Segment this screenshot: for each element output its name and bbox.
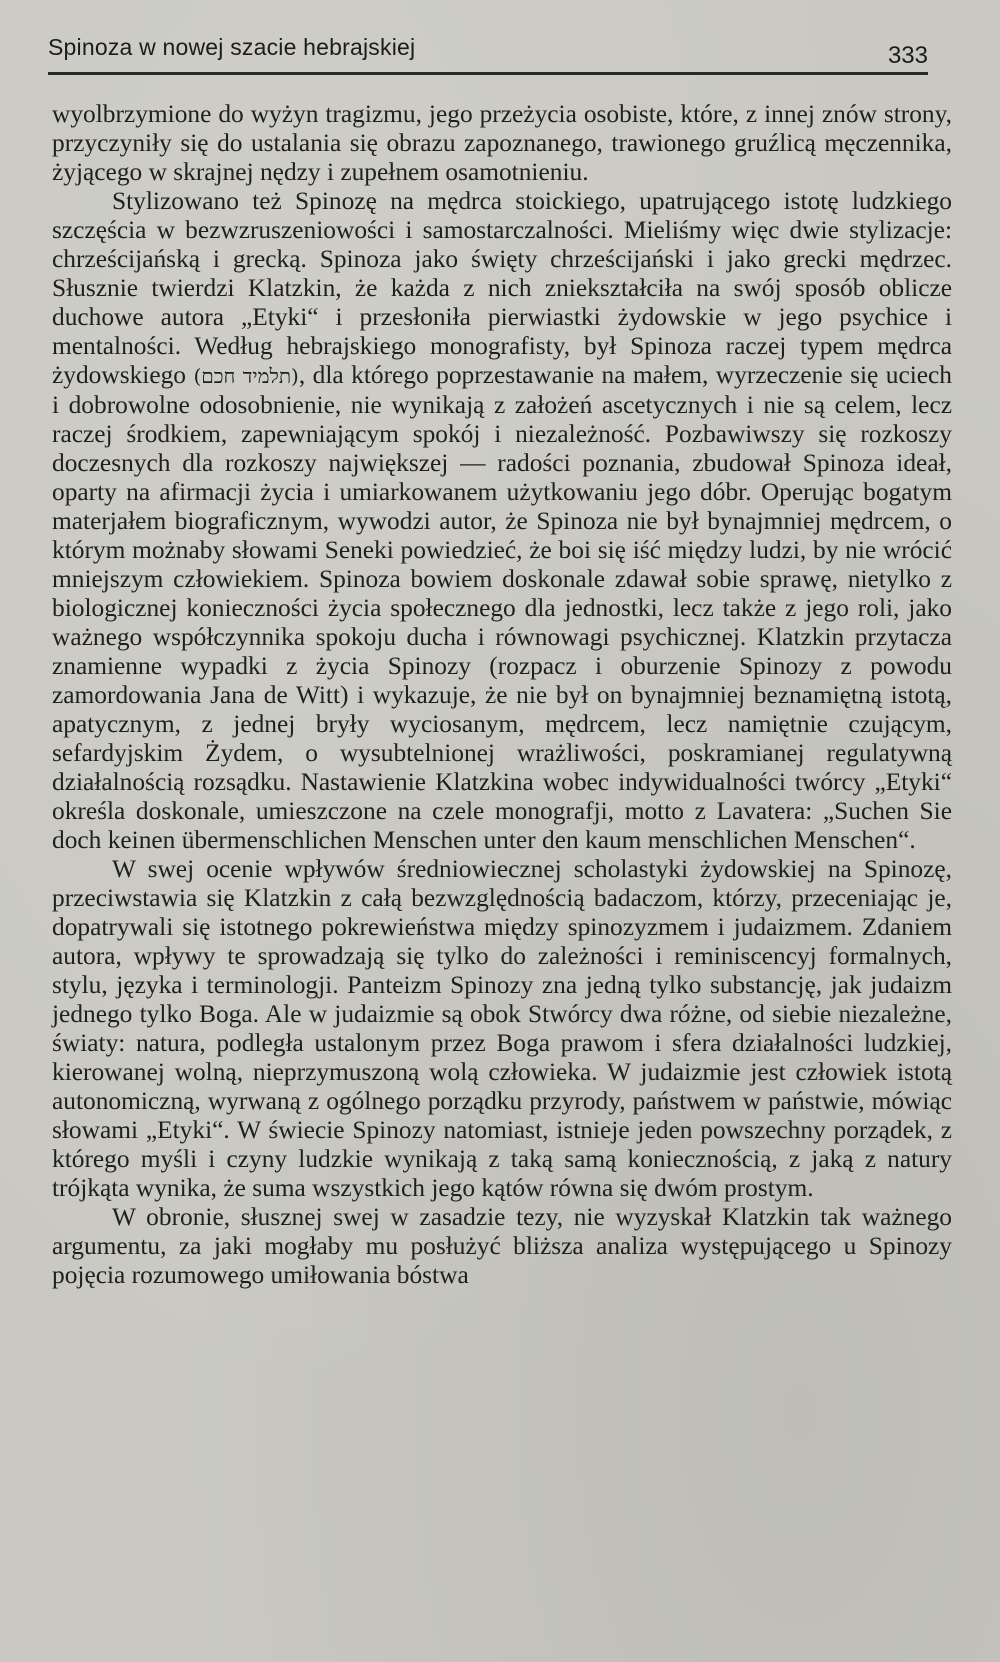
running-title: Spinoza w nowej szacie hebrajskiej xyxy=(48,34,416,60)
paragraph-3: W swej ocenie wpływów średniowiecznej scholastyki żydowskiej na Spinozę, przeciwstawia się Klatzkin z całą bezwzględnością badaczom, którzy, przeceniając je, dopatrywali się istotnego pokrewieństwa między spinozyzmem i judaizmem. Zdaniem autora, wpływy te sprowadzają się tylko do zależności i reminiscencyj formalnych, stylu, języka i terminologji. Panteizm Spinozy zna jedną tylko substancję, jak judaizm jednego tylko Boga. Ale w judaizmie są obok Stwórcy dwa różne, od siebie niezależne, światy: natura, podległa ustalonym przez Boga prawom i sfera działalności ludzkiej, kierowanej wolną, nieprzymuszoną wolą człowieka. W judaizmie jest człowiek istotą autonomiczną, wyrwaną z ogólnego porządku przyrody, państwem w państwie, mówiąc słowami „Etyki“. W świecie Spinozy natomiast, istnieje jeden powszechny porządek, z którego myśli i czyny ludzkie wynikają z taką samą koniecznością, z jaką z natury trójkąta wynika, że suma wszystkich jego kątów równa się dwóm prostym. xyxy=(52,855,952,1202)
page-number: 333 xyxy=(887,42,928,69)
paragraph-1: wyolbrzymione do wyżyn tragizmu, jego przeżycia osobiste, które, z innej znów strony, przyczyniły się do ustalania się obrazu zapoznanego, trawionego gruźlicą męczennika, żyjącego w skrajnej nędzy i zupełnem osamotnieniu. xyxy=(52,100,952,186)
running-head xyxy=(48,34,928,74)
paragraph-2 xyxy=(52,187,952,855)
header-rule xyxy=(48,72,928,75)
paragraph-4: W obronie, słusznej swej w zasadzie tezy, nie wyzyskał Klatzkin tak ważnego argumentu, za jaki mogłaby mu posłużyć bliższa analiza występującego u Spinozy pojęcia rozumowego umiłowania bóstwa xyxy=(52,1203,952,1289)
body-text xyxy=(52,100,952,1290)
hebrew-term: (תלמיד חכם) xyxy=(193,364,299,388)
paragraph-2-text-b: , dla którego poprzestawanie na małem, wyrzeczenie się uciech i dobrowolne odosobnienie, nie wynikają z założeń ascetycznych i nie są celem, lecz raczej środkiem, zapewniającym spokój i niezależność. Pozbawiwszy się rozkoszy doczesnych dla rozkoszy największej — radości poznania, zbudował Spinoza ideał, oparty na afirmacji życia i umiarkowanem użytkowaniu jego dóbr. Operując bogatym materjałem biograficznym, wywodzi autor, że Spinoza nie był bynajmniej mędrcem, o którym możnaby słowami Seneki powiedzieć, że boi się iść między ludzi, by nie wrócić mniejszym człowiekiem. Spinoza bowiem doskonale zdawał sobie sprawę, nietylko z biologicznej konieczności życia społecznego dla jednostki, lecz także z jego roli, jako ważnego współczynnika spokoju ducha i równowagi psychicznej. Klatzkin przytacza znamienne wypadki z życia Spinozy (rozpacz i oburzenie Spinozy z powodu zamordowania Jana de Witt) i wykazuje, że nie był on bynajmniej beznamiętną istotą, apatycznym, z jednej bryły wyciosanym, mędrcem, lecz namiętnie czującym, sefardyjskim Żydem, o wysubtelnionej wrażliwości, poskramianej regulatywną działalnością rozsądku. Nastawienie Klatzkina wobec indywidualności twórcy „Etyki“ określa doskonale, umieszczone na czele monografji, motto z Lavatera: „Suchen Sie doch keinen übermenschlichen Menschen unter den kaum menschlichen Menschen“. xyxy=(52,361,952,854)
paragraph-2-text-a: Stylizowano też Spinozę na mędrca stoickiego, upatrującego istotę ludzkiego szczęścia w bezwzruszeniowości i samostarczalności. Mieliśmy więc dwie stylizacje: chrześcijańską i grecką. Spinoza jako święty chrześcijański i jako grecki mędrzec. Słusznie twierdzi Klatzkin, że każda z nich zniekształciła na swój sposób oblicze duchowe autora „Etyki“ i przesłoniła pierwiastki żydowskie w jego psychice i mentalności. Według hebrajskiego monografisty, był Spinoza raczej typem mędrca żydowskiego xyxy=(52,187,952,389)
